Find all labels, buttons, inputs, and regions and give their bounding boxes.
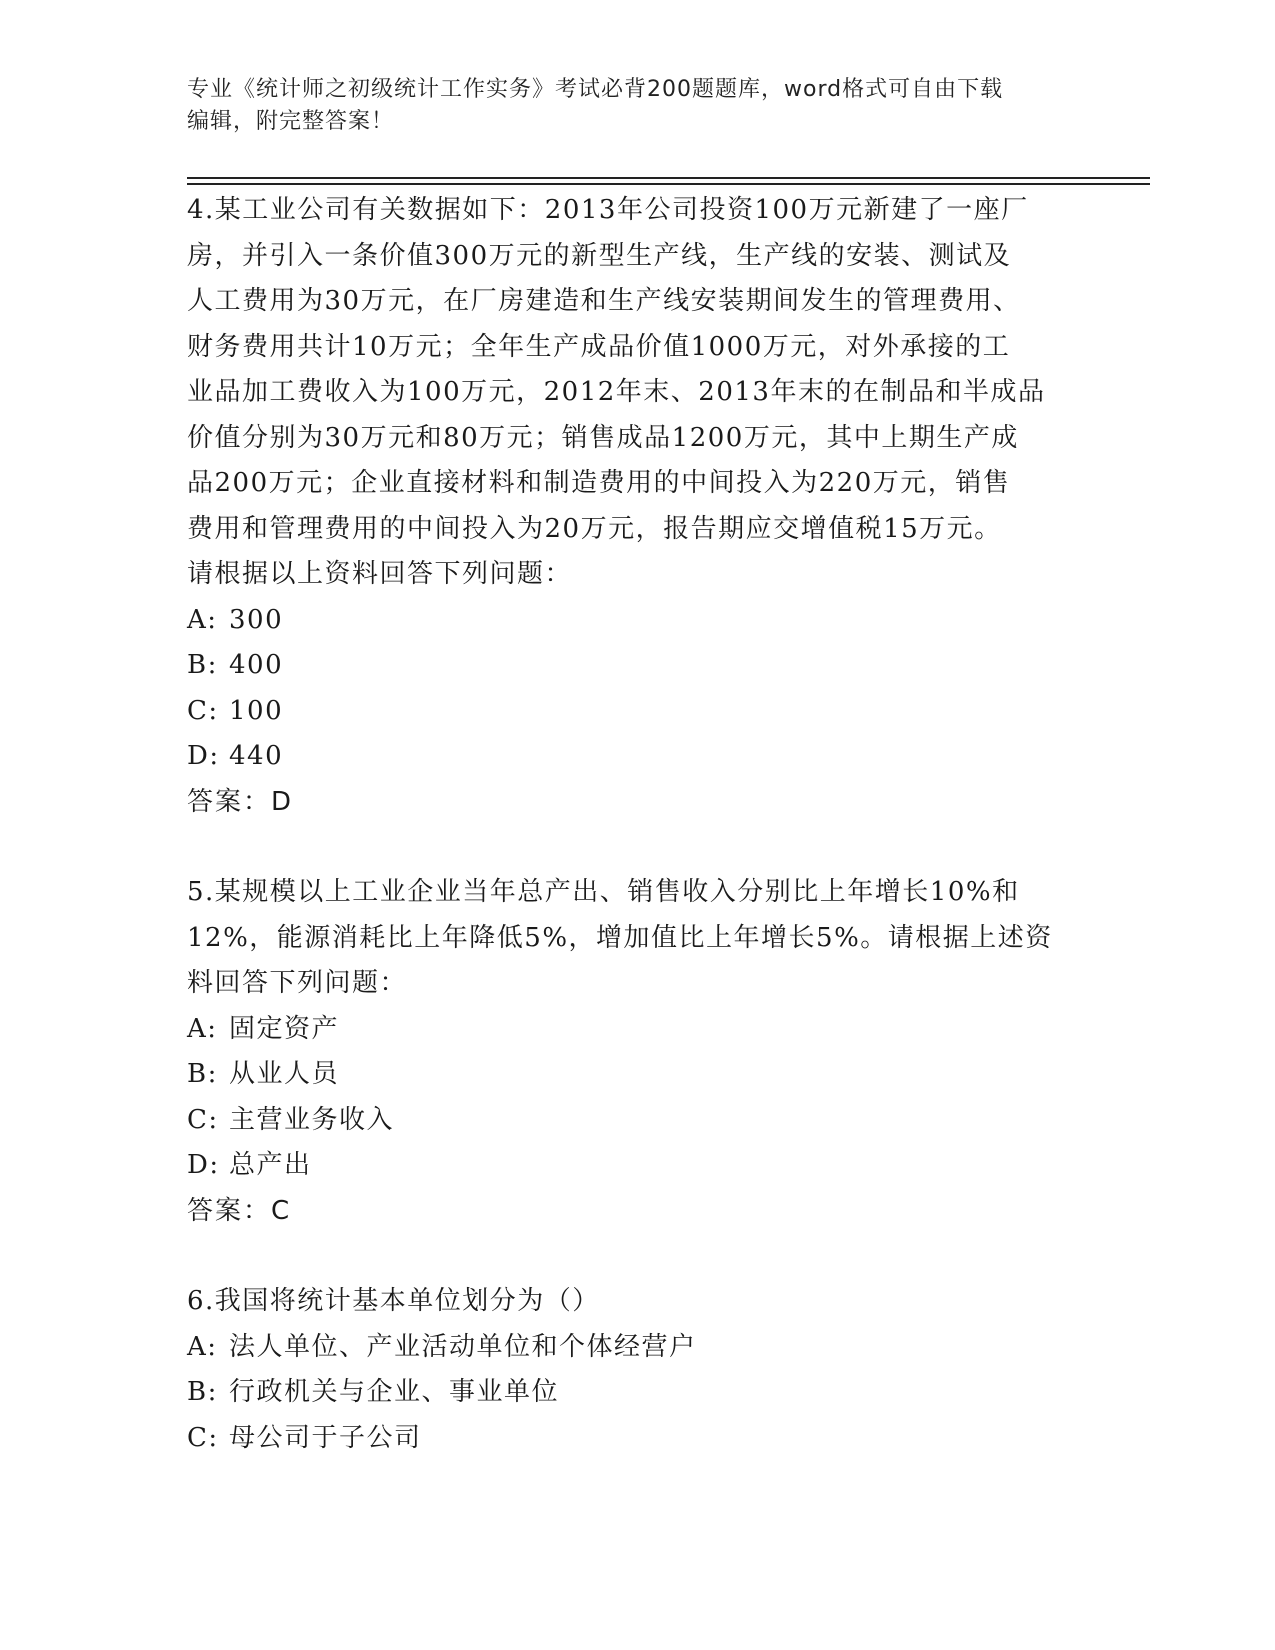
- question-stem-line: 价值分别为30万元和80万元；销售成品1200万元，其中上期生产成: [187, 422, 1019, 453]
- answer-option: [187, 1325, 1087, 1371]
- question-stem-line: 房，并引入一条价值300万元的新型生产线，生产线的安装、测试及: [187, 240, 1012, 271]
- answer-option: [187, 1098, 1087, 1144]
- answer-key: 答案：D: [187, 786, 294, 817]
- option-letter: A:: [187, 604, 218, 635]
- answer-option: [187, 1007, 1087, 1053]
- question-stem-line: 品200万元；企业直接材料和制造费用的中间投入为220万元，销售: [187, 468, 1011, 498]
- option-letter: A:: [187, 1013, 218, 1044]
- question-stem-line: 4.某工业公司有关数据如下：2013年公司投资100万元新建了一座厂: [187, 195, 1029, 225]
- option-letter: C:: [187, 695, 219, 726]
- question-stem-line: 请根据以上资料回答下列问题：: [187, 559, 573, 589]
- question-stem-line: 人工费用为30万元，在厂房建造和生产线安装期间发生的管理费用、: [187, 286, 1021, 316]
- question-stem-line: 12%，能源消耗比上年降低5%，增加值比上年增长5%。请根据上述资: [187, 922, 1053, 953]
- option-text: 主营业务收入: [229, 1104, 395, 1135]
- answer-option: [187, 598, 1087, 644]
- option-text: 400: [229, 650, 284, 680]
- option-letter: D:: [187, 741, 220, 771]
- answer-option: [187, 1143, 1087, 1189]
- question-stem-line: 6.我国将统计基本单位划分为（）: [187, 1286, 600, 1316]
- answer-option: [187, 734, 1087, 780]
- option-letter: B:: [187, 1059, 218, 1089]
- answer-option: [187, 1370, 1087, 1416]
- question-stem-line: 费用和管理费用的中间投入为20万元，报告期应交增值税15万元。: [187, 513, 1002, 544]
- question-stem-line: 财务费用共计10万元；全年生产成品价值1000万元，对外承接的工: [187, 331, 1011, 362]
- option-letter: B:: [187, 1377, 218, 1407]
- question-gap: [187, 1234, 1087, 1279]
- question-list: [187, 188, 1087, 1461]
- header-rule-top: [187, 177, 1150, 179]
- question-block: [187, 188, 1087, 825]
- option-text: 100: [229, 695, 284, 726]
- option-letter: D:: [187, 1150, 220, 1180]
- question-stem-line: 业品加工费收入为100万元，2012年末、2013年末的在制品和半成品: [187, 377, 1046, 407]
- option-text: 行政机关与企业、事业单位: [229, 1377, 560, 1407]
- option-letter: C:: [187, 1104, 219, 1135]
- option-letter: C:: [187, 1422, 219, 1453]
- option-text: 从业人员: [229, 1059, 340, 1089]
- answer-option: [187, 689, 1087, 735]
- question-stem-line: 料回答下列问题：: [187, 968, 408, 998]
- answer-option: [187, 1416, 1087, 1462]
- header-line-2: 编辑，附完整答案！: [187, 109, 395, 134]
- answer-option: [187, 1052, 1087, 1098]
- question-block: [187, 870, 1087, 1234]
- header-line-1: 专业《统计师之初级统计工作实务》考试必背200题题库，word格式可自由下载: [187, 77, 1004, 102]
- option-text: 440: [229, 741, 284, 771]
- option-text: 固定资产: [229, 1013, 340, 1044]
- answer-option: [187, 643, 1087, 689]
- option-letter: A:: [187, 1331, 218, 1362]
- option-text: 300: [229, 604, 284, 635]
- question-gap: [187, 825, 1087, 870]
- option-text: 法人单位、产业活动单位和个体经营户: [229, 1331, 697, 1362]
- header-rule-bottom: [187, 183, 1150, 185]
- question-stem-line: 5.某规模以上工业企业当年总产出、销售收入分别比上年增长10%和: [187, 877, 1020, 907]
- document-header: [187, 74, 1067, 138]
- option-letter: B:: [187, 650, 218, 680]
- option-text: 总产出: [229, 1150, 312, 1180]
- answer-key: 答案：C: [187, 1195, 292, 1226]
- question-block: [187, 1279, 1087, 1461]
- option-text: 母公司于子公司: [229, 1422, 422, 1453]
